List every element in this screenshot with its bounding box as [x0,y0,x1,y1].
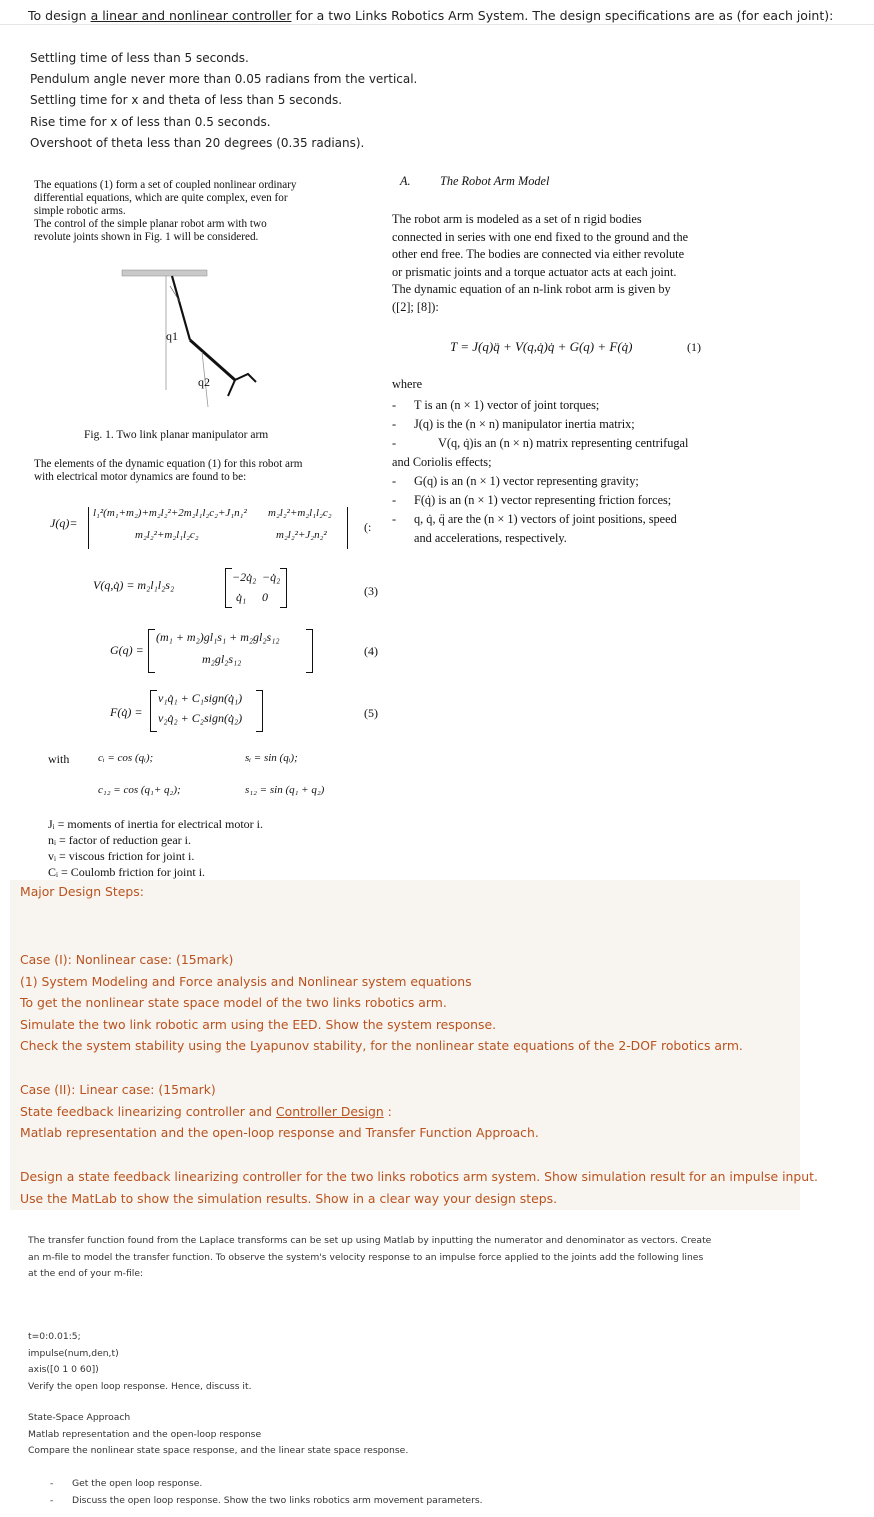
bracket-left [225,568,232,608]
text-line: revolute joints shown in Fig. 1 will be considered. [34,231,259,243]
intro-link[interactable]: a linear and nonlinear controller [90,8,292,23]
top-divider [0,24,874,25]
definition-line: Cᵢ = Coulomb friction for joint i. [48,865,206,879]
eq-F-row2: v₂q̇₂ + C₂sign(q̇₂) [158,711,243,725]
where-item: - G(q) is an (n × 1) vector representing gravity; [392,474,639,488]
case-1-line: (1) System Modeling and Force analysis and Nonlinear system equations [20,973,472,989]
case-2-line: State feedback linearizing controller and Controller Design : [20,1103,392,1119]
eq-V-m22: 0 [262,590,268,604]
text-line: The equations (1) form a set of coupled nonlinear ordinary [34,179,297,191]
bracket-left [148,629,155,673]
text-line: connected in series with one end fixed to the ground and the [392,229,689,244]
case-1-line: To get the nonlinear state space model of the two links robotics arm. [20,995,447,1010]
intro-line [28,8,833,23]
bracket-right [280,568,287,608]
text-line: other end free. The bodies are connected via either revolute [392,247,685,261]
case-1-line: Check the system stability using the Lyapunov stability, for the nonlinear state equations of the 2-DOF robotics arm. [20,1038,743,1053]
code-line: t=0:0.01:5; [28,1331,81,1342]
spec-item: Settling time for x and theta of less than 5 seconds. [30,93,343,107]
code-line: impulse(num,den,t) [28,1347,119,1359]
bracket-right [345,507,348,549]
where-item-continuation: and accelerations, respectively. [414,531,567,545]
intro-suffix: for a two Links Robotics Arm System. The design specifications are as (for each joint): [291,8,834,23]
bracket-left [88,507,91,549]
eq-V-m21: q̇₁ [236,590,247,604]
case-1-title: Case (I): Nonlinear case: (15mark) [20,952,234,967]
right-paragraph [392,211,712,316]
def-s12: s₁₂ = sin (q₁ + q₂) [245,784,325,796]
text-line: with electrical motor dynamics are found to be: [34,471,247,483]
case-2-title: Case (II): Linear case: (15mark) [20,1082,216,1097]
text-line: The control of the simple planar robot arm with two [34,218,267,230]
case-2-line: Matlab representation and the open-loop response and Transfer Function Approach. [20,1125,539,1140]
intro-prefix: To design [28,8,91,23]
label-q2: q2 [198,375,210,389]
text-line: at the end of your m-file: [28,1268,144,1279]
eq-G-row2: m₂gl₂s₁₂ [202,652,242,666]
dynamics-intro [34,458,344,484]
text-line: or prismatic joints and a torque actuator acts at each joint. [392,264,677,279]
matlab-code [28,1329,252,1395]
text-line: The dynamic equation of an n-link robot arm is given by [392,282,671,296]
design-steps-heading: Major Design Steps: [20,884,144,899]
eq-J-lhs: J(q)= [50,516,78,530]
state-space-section [28,1410,408,1460]
where-item: - J(q) is the (n × n) manipulator inertia matrix; [392,417,635,431]
eq-V-m12: −q̇₂ [262,570,281,584]
text-line: differential equations, which are quite complex, even for [34,192,288,204]
code-line: axis([0 1 0 60]) [28,1364,99,1375]
eq-V-lhs: V(q,q̇) = m₂l₁l₂s₂ [93,578,175,592]
eq-F-lhs: F(q̇) = [110,705,143,719]
tf-paragraph [28,1233,711,1283]
main-equation-number: (1) [687,340,701,354]
eq-J-r2c2: m₂l₂²+J₂n₂² [276,529,327,541]
section-title: The Robot Arm Model [440,174,550,188]
state-space-title: State-Space Approach [28,1412,131,1423]
eq-V-m11: −2q̇₂ [232,570,257,584]
figure-caption: Fig. 1. Two link planar manipulator arm [84,429,269,441]
verify-line: Verify the open loop response. Hence, discuss it. [28,1380,252,1392]
text-line: The transfer function found from the Laplace transforms can be set up using Matlab by inputting the numerator and denominator as vectors. Create [28,1235,712,1246]
with-label: with [48,752,70,766]
design-line: Use the MatLab to show the simulation results. Show in a clear way your design steps. [20,1190,558,1206]
label-q1: q1 [166,329,178,343]
eq-G-lhs: G(q) = [110,643,144,657]
def-c1: cᵢ = cos (qᵢ); [98,752,154,764]
where-label: where [392,377,423,391]
controller-design-link[interactable]: Controller Design [276,1103,384,1119]
robot-arm-figure [110,262,280,412]
eq-J-r1c1: l₁²(m₁+m₂)+m₂l₂²+2m₂l₁l₂c₂+J₁n₁² [93,507,247,519]
eq-F-row1: v₁q̇₁ + C₁sign(q̇₁) [158,691,243,705]
eq-V-number: (3) [364,584,378,598]
where-item: - T is an (n × 1) vector of joint torques; [392,398,600,412]
design-instructions [20,1166,818,1209]
eq-G-number: (4) [364,644,378,658]
where-item: - V(q, q̇)is an (n × n) matrix representing centrifugal [392,436,689,450]
eq-J-r1c2: m₂l₂²+m₂l₁l₂c₂ [268,507,332,519]
bullet-item: - Get the open loop response. [50,1478,203,1489]
bracket-left [150,690,157,732]
eq-J-r2c1: m₂l₂²+m₂l₁l₂c₂ [135,529,199,541]
text-line: an m-file to model the transfer function. To observe the system's velocity response to an impulse force applied to the joints add the following lines [28,1251,704,1263]
case-1 [20,949,743,1057]
where-item: - q, q̇, q̈ are the (n × 1) vectors of joint positions, speed [392,512,677,526]
definition-line: nᵢ = factor of reduction gear i. [48,833,192,847]
bullet-item: - Discuss the open loop response. Show the two links robotics arm movement parameters. [50,1495,483,1506]
ground-hatch [122,270,207,276]
text-line: The elements of the dynamic equation (1) for this robot arm [34,458,303,470]
text-line: ([2]; [8]): [392,299,439,314]
case-1-line: Simulate the two link robotic arm using the EED. Show the system response. [20,1016,497,1032]
design-line: Design a state feedback linearizing controller for the two links robotics arm system. Show simulation result for an impulse input. [20,1169,818,1184]
eq-F-number: (5) [364,706,378,720]
def-c12: c₁₂ = cos (q₁+ q₂); [98,784,181,796]
spec-item: Settling time of less than 5 seconds. [30,51,249,65]
bullet-list [50,1475,483,1509]
link-2 [190,340,235,380]
bracket-right [256,690,263,732]
symbol-definitions [48,816,263,880]
spec-item: Rise time for x of less than 0.5 seconds. [30,115,271,129]
text-line: Compare the nonlinear state space response, and the linear state space response. [28,1445,409,1456]
text-line: Matlab representation and the open-loop response [28,1428,262,1440]
where-continuation: and Coriolis effects; [392,455,492,469]
main-equation: T = J(q)q̈ + V(q,q̇)q̇ + G(q) + F(q̇) [450,339,633,354]
eq-J-number: (: [364,520,372,534]
where-list [392,396,722,548]
left-paragraph-1 [34,179,339,244]
where-item: - F(q̇) is an (n × 1) vector representing friction forces; [392,493,672,507]
case-2 [20,1079,539,1144]
spec-item: Overshoot of theta less than 20 degrees (0.35 radians). [30,136,365,150]
bracket-right [306,629,313,673]
definition-line: vᵢ = viscous friction for joint i. [48,849,195,863]
eq-G-row1: (m₁ + m₂)gl₁s₁ + m₂gl₂s₁₂ [156,630,280,644]
definition-line: Jᵢ = moments of inertia for electrical motor i. [48,817,263,831]
section-number: A. [400,174,411,188]
text-line: The robot arm is modeled as a set of n rigid bodies [392,212,642,226]
def-s1: sᵢ = sin (qᵢ); [245,752,298,764]
text-line: simple robotic arms. [34,205,126,217]
spec-item: Pendulum angle never more than 0.05 radians from the vertical. [30,72,418,86]
